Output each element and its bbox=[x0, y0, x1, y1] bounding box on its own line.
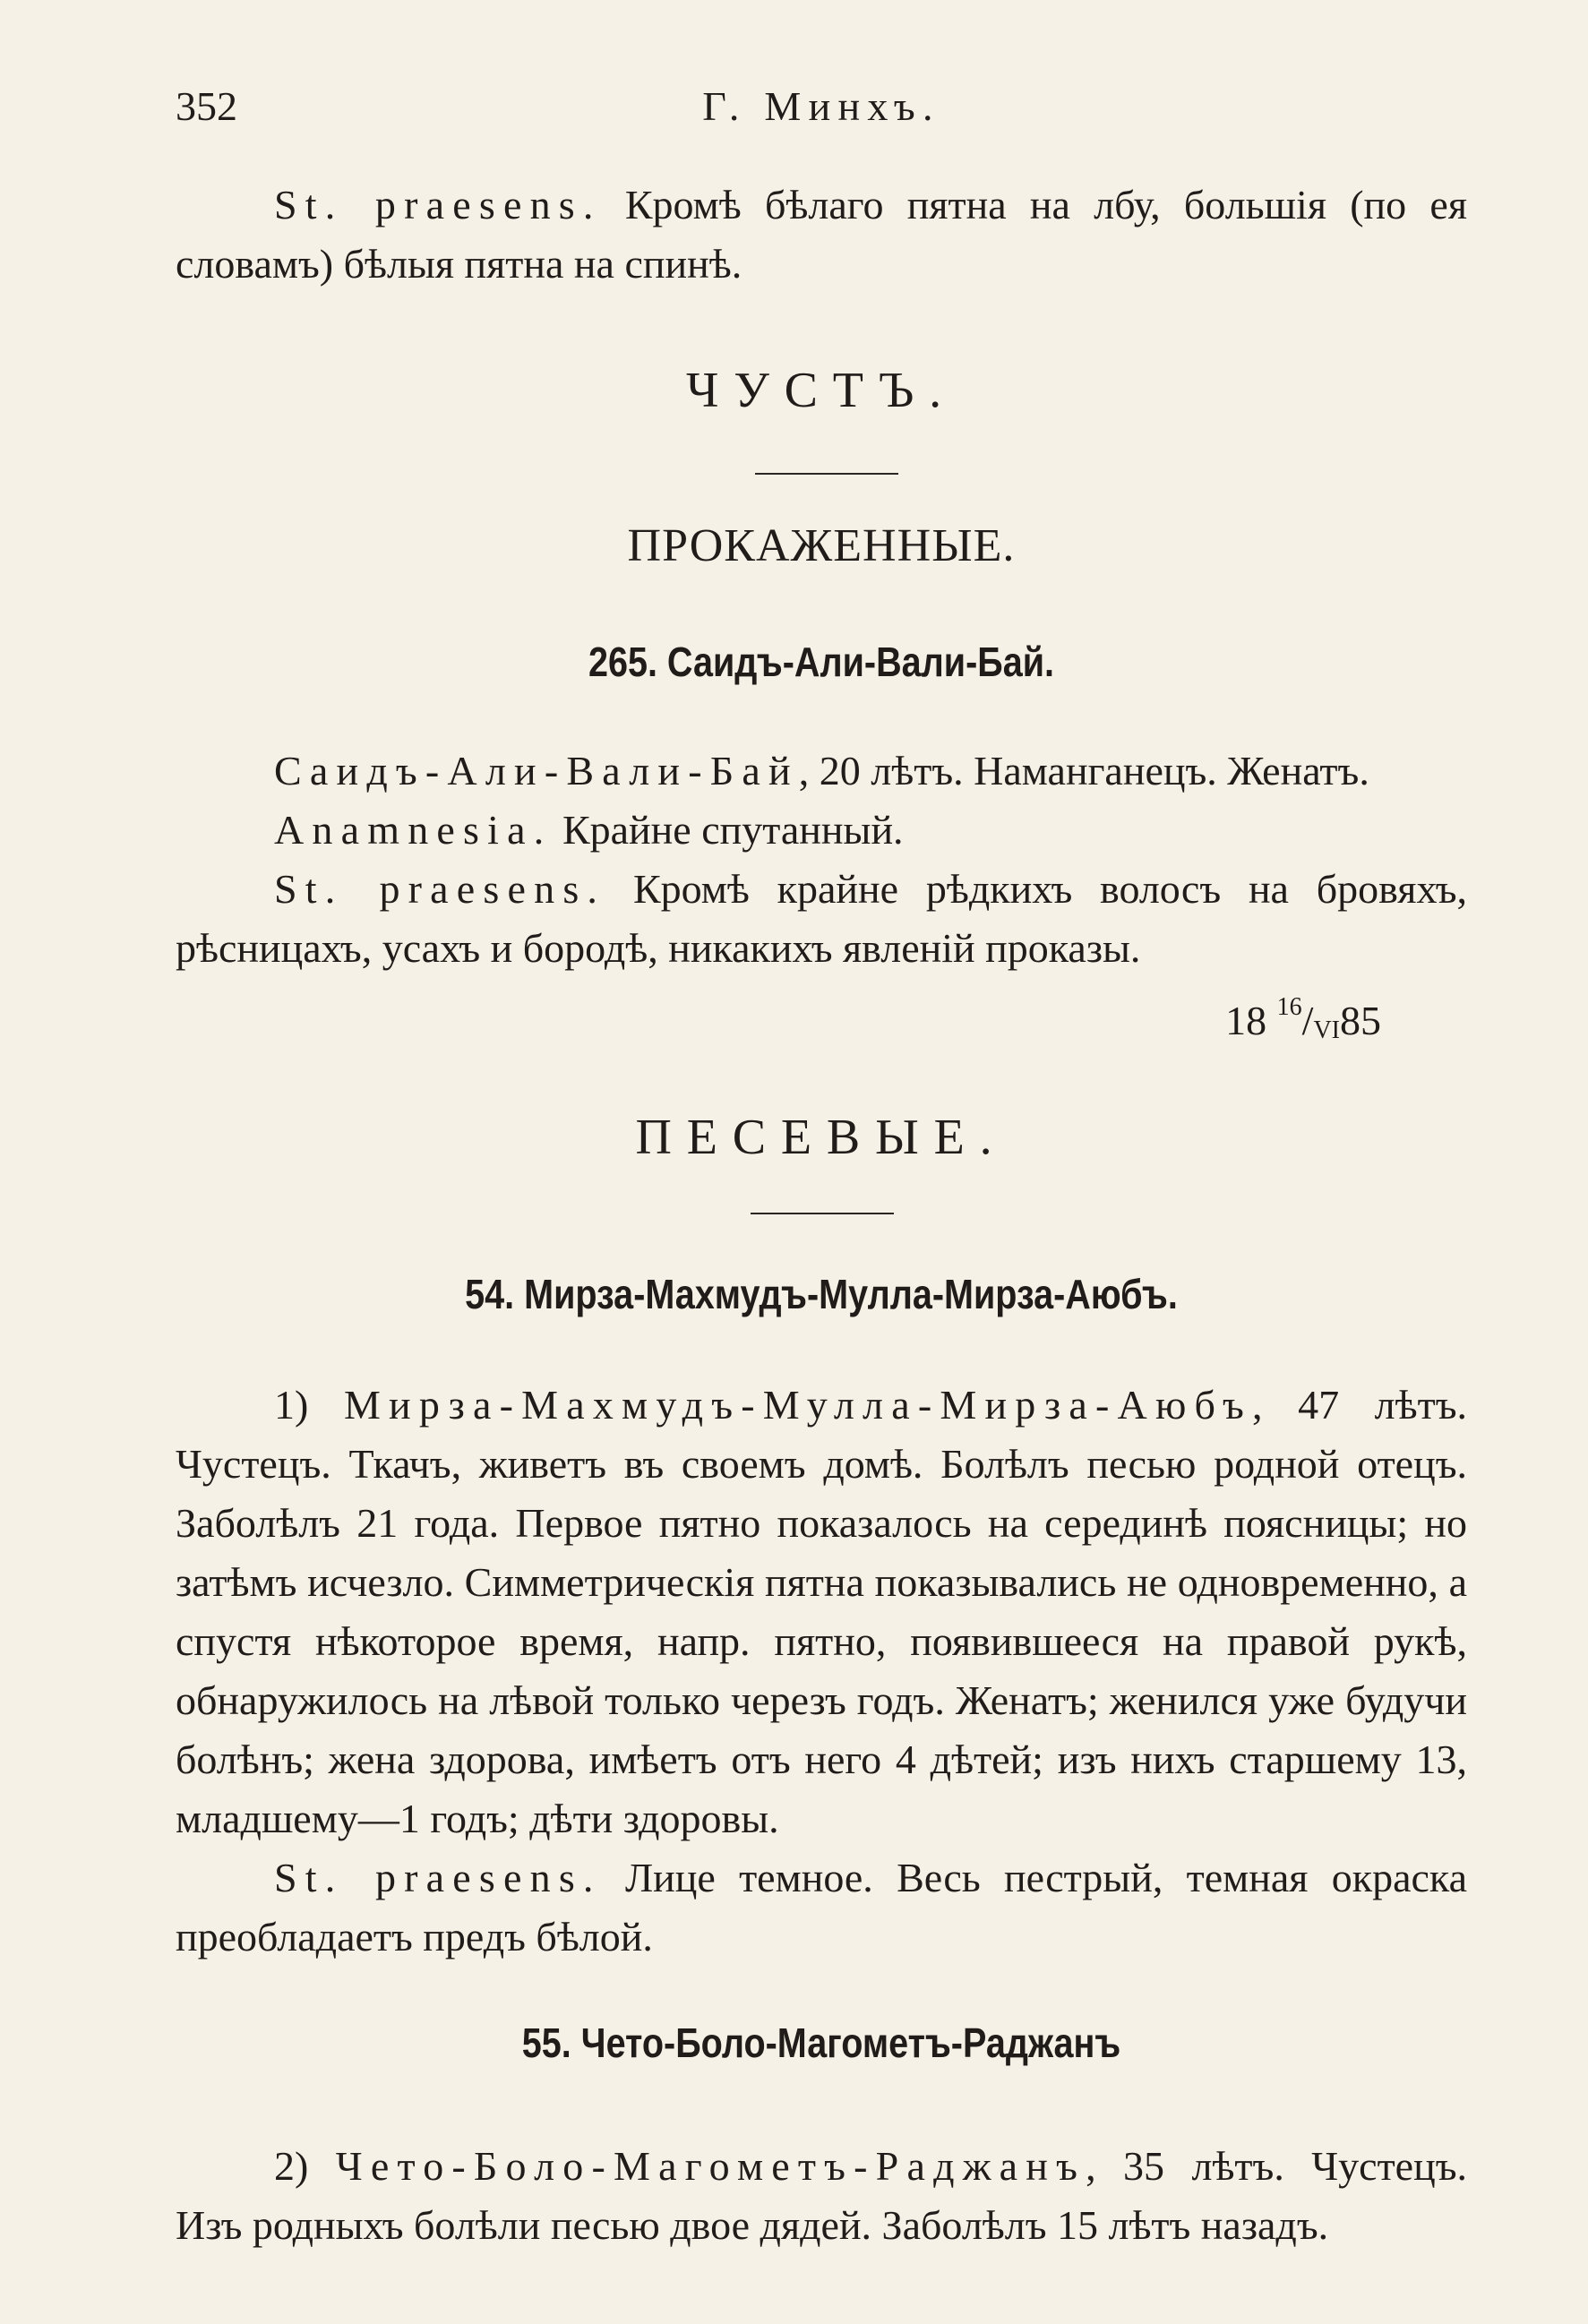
patient-name: Мирза-Махмудъ-Мулла-Мирза-Аюбъ bbox=[343, 1382, 1252, 1428]
entry-title-265 bbox=[176, 638, 1467, 686]
status-text: Лице темное. Весь пестрый, темная окраска преобладаетъ предъ бѣлой. bbox=[176, 1855, 1467, 1960]
status-text: Кромѣ крайне рѣдкихъ волосъ на бровяхъ, рѣсницахъ, усахъ и бородѣ, никакихъ явленій проказы. bbox=[176, 866, 1467, 971]
patient-name: Саидъ-Али-Вали-Бай bbox=[274, 748, 799, 793]
patient-info: , 20 лѣтъ. Наманганецъ. Женатъ. bbox=[798, 748, 1369, 793]
patient-history: , 47 лѣтъ. Чустецъ. Ткачъ, живетъ въ своемъ домѣ. Болѣлъ песью родной отецъ. Заболѣлъ 21 года. Первое пятно показалось на серединѣ поясницы; но затѣмъ исчезло. Симметрическія пятна показывались не одновременно, а спустя нѣкоторое время, напр. пятно, появившееся на правой рукѣ, обнаружилось на лѣвой только черезъ годъ. Женатъ; женился уже будучи болѣнъ; жена здорова, имѣетъ отъ него 4 дѣтей; изъ нихъ старшему 13, младшему—1 годъ; дѣти здоровы. bbox=[176, 1382, 1467, 1841]
patient-history: , 35 лѣтъ. Чустецъ. Изъ родныхъ болѣли песью двое дядей. Заболѣлъ 15 лѣтъ назадъ. bbox=[176, 2143, 1467, 2248]
section-rule bbox=[751, 1213, 894, 1214]
intro-paragraph bbox=[176, 176, 1467, 294]
entry-54-body bbox=[176, 1376, 1467, 1967]
status-label: St. praesens. bbox=[274, 1855, 602, 1900]
entry-265-body bbox=[176, 742, 1467, 1060]
page-header bbox=[176, 82, 1467, 136]
date-month: VI bbox=[1313, 1016, 1340, 1044]
section-title-chust: ЧУСТЪ. bbox=[686, 363, 957, 418]
date-day: 16 bbox=[1276, 993, 1302, 1021]
status-text: Кромѣ бѣлаго пятна на лбу, большія (по ея словамъ) бѣлыя пятна на спинѣ. bbox=[176, 182, 1467, 287]
entry-heading: 55. Чето-Боло-Магометъ-Раджанъ bbox=[521, 2020, 1121, 2066]
entry-date: 18 $^{16}/_{VI}85$ bbox=[1225, 993, 1381, 1044]
entry-number: 1) bbox=[274, 1382, 309, 1428]
entry-number: 2) bbox=[274, 2143, 309, 2189]
section-title-pesevye: ПЕСЕВЫЕ. bbox=[635, 1110, 1008, 1165]
entry-title-55 bbox=[176, 2019, 1467, 2067]
entry-heading: 54. Мирза-Махмудъ-Мулла-Мирза-Аюбъ. bbox=[465, 1271, 1178, 1317]
patient-name: Чето-Боло-Магометъ-Раджанъ bbox=[335, 2143, 1086, 2189]
running-head: Г. Минхъ. bbox=[702, 83, 940, 129]
entry-title-54 bbox=[176, 1270, 1467, 1318]
section-rule bbox=[755, 473, 898, 475]
subsection-title-lepers: ПРОКАЖЕННЫЕ. bbox=[627, 520, 1016, 571]
status-label: St. praesens. bbox=[274, 182, 602, 227]
entry-55-body bbox=[176, 2137, 1467, 2255]
date-year: 85 bbox=[1340, 998, 1381, 1043]
entry-heading: 265. Саидъ-Али-Вали-Бай. bbox=[588, 639, 1055, 685]
anamnesis-text: Крайне спутанный. bbox=[552, 807, 904, 853]
status-label: St. praesens. bbox=[274, 866, 606, 912]
date-century: 18 bbox=[1225, 998, 1267, 1043]
anamnesis-label: Anamnesia. bbox=[274, 807, 553, 853]
page-number: 352 bbox=[176, 83, 237, 129]
